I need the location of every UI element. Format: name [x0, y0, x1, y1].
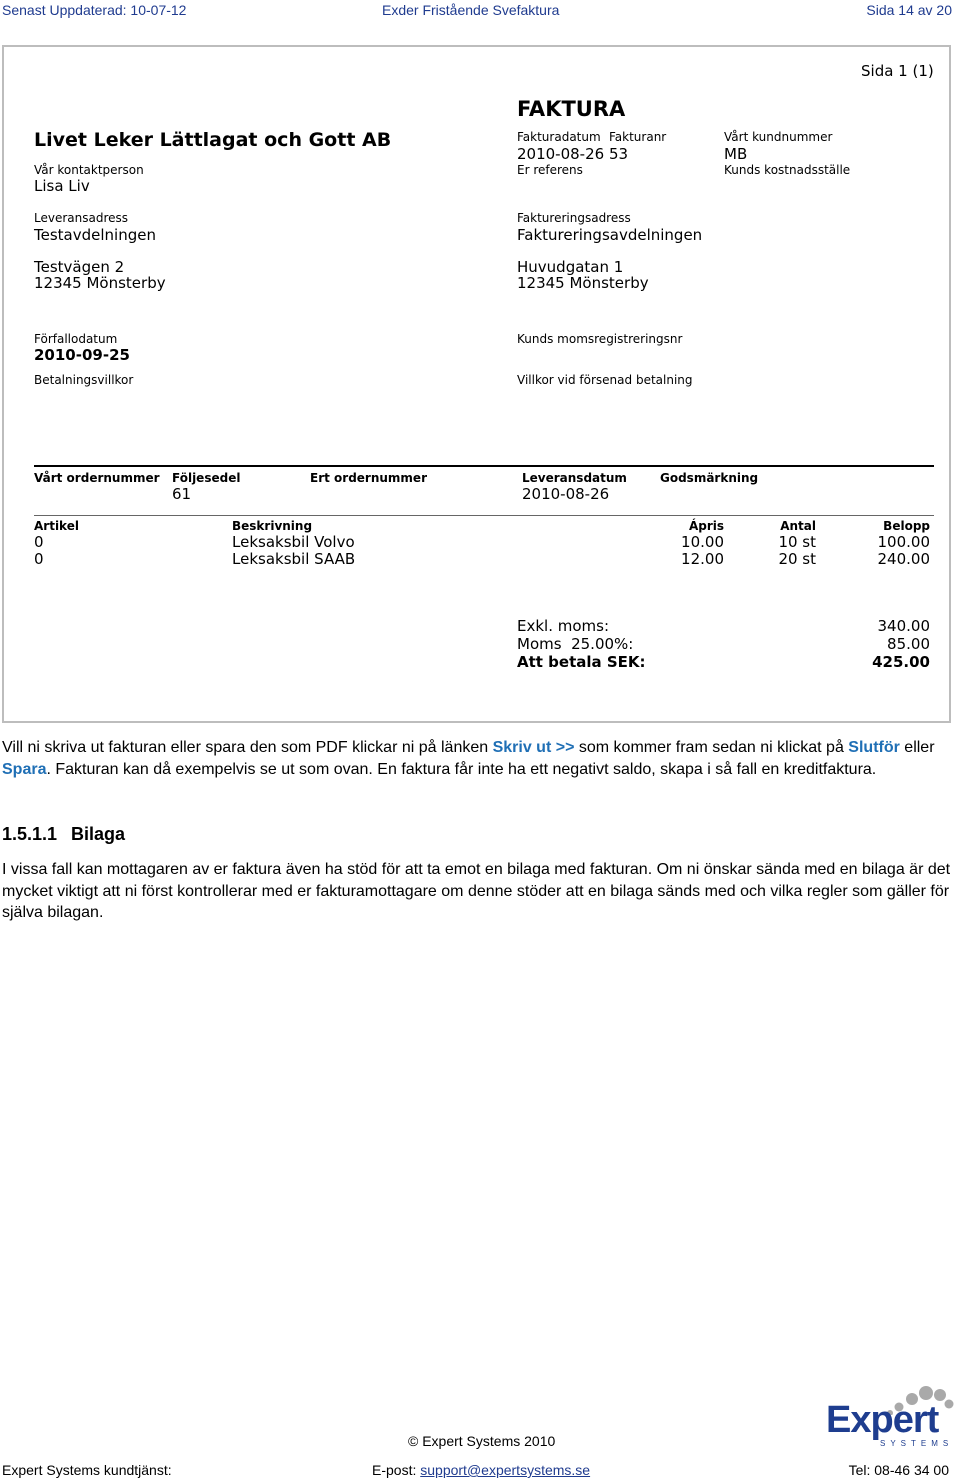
instructions-text-c: eller [899, 739, 935, 756]
instructions-text-d: . Fakturan kan då exempelvis se ut som ovan. En faktura får inte ha ett negativt saldo, skapa i så fall en kreditfaktura. [46, 760, 877, 778]
invoice-preview [2, 45, 951, 723]
amount-due-label: Att betala SEK: [517, 653, 646, 671]
support-phone: Tel: 08-46 34 00 [848, 1462, 949, 1478]
section-title: Bilaga [71, 824, 126, 844]
order-header-delivery-date: Leveransdatum [522, 471, 627, 485]
section-number: 1.5.1.1 [2, 824, 58, 844]
item-1-description: Leksaksbil Volvo [232, 533, 355, 551]
invoice-date-value: 2010-08-26 [517, 145, 605, 163]
late-payment-terms-label: Villkor vid försenad betalning [517, 373, 693, 387]
customer-number-label: Vårt kundnummer [724, 130, 833, 144]
expert-systems-logo [822, 1385, 954, 1449]
finish-term: Slutför [848, 739, 900, 756]
last-updated: Senast Uppdaterad: 10-07-12 [2, 2, 187, 18]
customer-number-value: MB [724, 145, 748, 163]
delivery-note-value: 61 [172, 485, 192, 503]
vat-label-text: Moms [517, 635, 562, 653]
amount-due-value: 425.00 [872, 653, 930, 671]
instructions-paragraph [2, 737, 952, 780]
invoice-date-label: Fakturadatum [517, 130, 601, 144]
due-date-label: Förfallodatum [34, 332, 118, 346]
invoice-page-indicator: Sida 1 (1) [861, 62, 934, 80]
order-header-our-order: Vårt ordernummer [34, 471, 160, 485]
order-bottom-rule [34, 515, 934, 516]
item-1-quantity: 10 st [778, 533, 816, 551]
page-number: Sida 14 av 20 [866, 2, 952, 18]
item-header-unit-price: Ápris [688, 519, 724, 533]
delivery-address-name: Testavdelningen [34, 226, 156, 244]
logo-subtext: SYSTEMS [880, 1439, 954, 1448]
cost-center-label: Kunds kostnadsställe [724, 163, 851, 177]
billing-street: Huvudgatan 1 [517, 258, 624, 276]
support-label: Expert Systems kundtjänst: [2, 1462, 172, 1478]
total-excl-vat-value: 340.00 [877, 617, 930, 635]
total-excl-vat-label: Exkl. moms: [517, 617, 610, 635]
item-2-description: Leksaksbil SAAB [232, 550, 356, 568]
item-header-amount: Belopp [883, 519, 930, 533]
section-heading [2, 824, 125, 845]
item-1-amount: 100.00 [877, 533, 930, 551]
invoice-heading: FAKTURA [517, 97, 626, 121]
item-2-unit-price: 12.00 [681, 550, 724, 568]
copyright: © Expert Systems 2010 [408, 1433, 556, 1449]
delivery-city: 12345 Mönsterby [34, 274, 166, 292]
due-date-value: 2010-09-25 [34, 346, 130, 364]
reference-label: Er referens [517, 163, 583, 177]
contact-label: Vår kontaktperson [34, 163, 144, 177]
item-2-amount: 240.00 [877, 550, 930, 568]
save-term: Spara [2, 760, 47, 778]
instructions-text-b: som kommer fram sedan ni klickat på [574, 739, 849, 756]
vat-label [517, 635, 633, 653]
billing-city: 12345 Mönsterby [517, 274, 649, 292]
item-1-unit-price: 10.00 [681, 533, 724, 551]
print-link[interactable]: Skriv ut >> [492, 739, 575, 756]
email-label: E-post: [372, 1462, 421, 1478]
order-top-rule [34, 465, 934, 467]
contact-value: Lisa Liv [34, 177, 90, 195]
item-1-article: 0 [34, 533, 44, 551]
order-header-your-order: Ert ordernummer [310, 471, 427, 485]
invoice-number-label: Fakturanr [609, 130, 667, 144]
instructions-text-a: Vill ni skriva ut fakturan eller spara den som PDF klickar ni på länken [2, 739, 493, 756]
payment-terms-label: Betalningsvillkor [34, 373, 134, 387]
item-header-description: Beskrivning [232, 519, 313, 533]
billing-address-label: Faktureringsadress [517, 211, 631, 225]
invoice-number-value: 53 [609, 145, 629, 163]
item-header-quantity: Antal [780, 519, 816, 533]
vat-registration-label: Kunds momsregistreringsnr [517, 332, 683, 346]
document-title: Exder Fristående Svefaktura [382, 2, 560, 18]
billing-address-name: Faktureringsavdelningen [517, 226, 703, 244]
item-header-article: Artikel [34, 519, 79, 533]
delivery-street: Testvägen 2 [34, 258, 125, 276]
logo-wordmark: Expert [826, 1399, 939, 1441]
vat-value: 85.00 [887, 635, 930, 653]
support-email-link[interactable]: support@expertsystems.se [420, 1462, 591, 1478]
delivery-address-label: Leveransadress [34, 211, 129, 225]
item-2-quantity: 20 st [778, 550, 816, 568]
support-email [372, 1462, 590, 1478]
vat-rate: 25.00%: [571, 635, 634, 653]
seller-company-name: Livet Leker Lättlagat och Gott AB [34, 129, 392, 151]
delivery-date-value: 2010-08-26 [522, 485, 610, 503]
item-2-article: 0 [34, 550, 44, 568]
attachment-paragraph: I vissa fall kan mottagaren av er faktura även ha stöd för att ta emot en bilaga med fakturan. Om ni önskar sända med en bilaga är det mycket viktigt att ni först kontrollerar med er fakturamottagare om denne stöder att en bilaga sänds med och vilka regler som gäller för själva bilagan. [2, 861, 951, 921]
order-header-goods-marking: Godsmärkning [660, 471, 759, 485]
order-header-delivery-note: Följesedel [172, 471, 241, 485]
